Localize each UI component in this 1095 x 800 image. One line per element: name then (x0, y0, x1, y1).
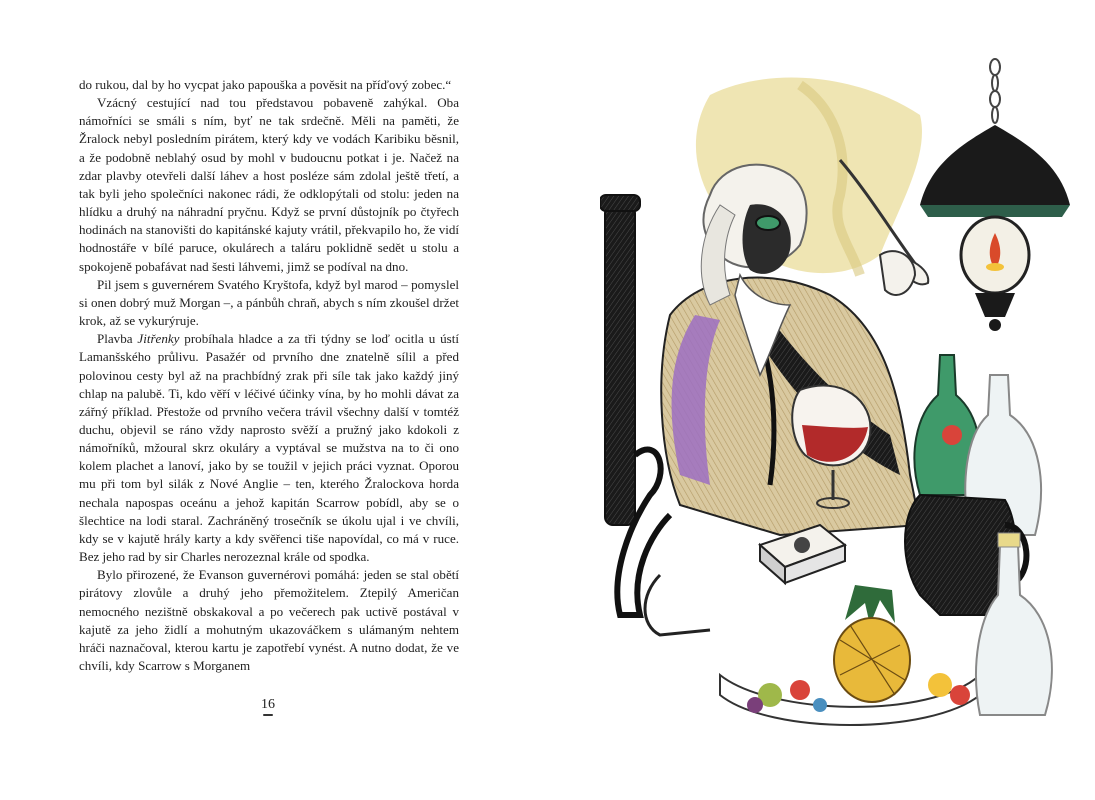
governor-illustration (600, 55, 1070, 735)
paragraph-text: do rukou, dal by ho vycpat jako papouška a pověsit na příďový zobec.“ (79, 77, 452, 92)
paragraph-text: Bylo přirozené, že Evanson guvernérovi pomáhá: jeden se stal obětí pirátovy zlovůle a druhý jeho přemožitelem. Ztepilý Američan nemocného nezištně obskakoval a po večerech pak uctivě postával v kajutě za jeho židlí a mohutným ukazováčkem s ulámaným nehtem hráči naznačoval, kterou kartu je zapotřebí vynést. A nutno dodat, že ve chvíli, kdy Scarrow s Morganem (79, 567, 459, 673)
paragraph-3 (79, 276, 459, 330)
lamp-chain (990, 59, 1000, 123)
ship-name-italic: Jitřenky (137, 331, 180, 347)
body-text (79, 76, 459, 675)
lamp-shade (920, 125, 1070, 205)
table-edge (645, 575, 710, 635)
pineapple (834, 585, 910, 702)
paragraph-1 (79, 76, 459, 94)
paragraph-4 (79, 330, 459, 566)
paragraph-text: Vzácný cestující nad tou představou pobaveně zahýkal. Oba námořníci se smáli s ním, byť ne tak srdečně. Měli na paměti, že Žralock nebyl posledním pirátem, který kdy ve vodách Karibiku běsnil, a že podobně neblahý osud by mohl v budoucnu potkat i je. Načež na zdar plavby otevřeli další láhev a host posléze sám zdolal ještě třetí, a tak byli jeho společníci nakonec rádi, že odklopýtali od stolu: jeden na hlídku a druhý na náhradní pryčnu. Když se první důstojník po čtyřech hodinách na stanovišti do kapitánské kajuty vrátil, překvapilo ho, že vidí hodnostáře v bílé paruce, okulárech a taláru poklidně sedět u stolu a spokojeně pobafávat nad šesti láhvemi, jimž se podíval na dno. (79, 95, 459, 274)
page-number-text: 16 (261, 697, 275, 712)
chair (600, 195, 670, 615)
paragraph-5 (79, 566, 459, 675)
paragraph-2 (79, 94, 459, 276)
left-page (0, 0, 540, 800)
page-number-ornament (263, 714, 273, 716)
paragraph-text: probíhala hladce a za tři týdny se loď ocitla u ústí Lamanšského průlivu. Pasažér od prvního dne znatelně sílil a před polovinou cesty byl až na prachbídný zrak při síle tak jako každý jiný chlap na palubě. Ti, kdo věří v léčivé účinky vína, by ho mohli dávat za zářný příklad. Přestože od prvního večera trávil všechny další v tomtéž duchu, objevil se ráno vždy naprosto svěží a pružný jako kdokoli z námořníků, mžoural skrz okuláry a vyptával se mužstva na to či ono kolem plachet a lanoví, jako by se toužil v jejich práci vyznat. Oporou mu při tom byl silák z Nové Anglie – ten, kterého Žralockova horda nechala napospas oceánu a jehož kapitán Scarrow pobídl, aby se o šlechtice na lodi staral. Zachráněný trosečník se úkolu ujal i ve chvíli, kdy se v kajutě hrály karty a kdy svěřenci tiše napovídal, co má v ruce. Bez jeho rad by sir Charles nerozeznal krále od spodka. (79, 331, 459, 565)
hand (880, 251, 915, 295)
spectacles (756, 216, 780, 230)
page-number (256, 697, 280, 716)
paragraph-text: Plavba (97, 331, 138, 347)
paragraph-text: Pil jsem s guvernérem Svatého Kryštofa, když byl marod – pomyslel si onen dobrý muž Morgan –, a pánbůh chraň, abych s ním zkoušel držet krok, až se vykurýruje. (79, 276, 459, 329)
